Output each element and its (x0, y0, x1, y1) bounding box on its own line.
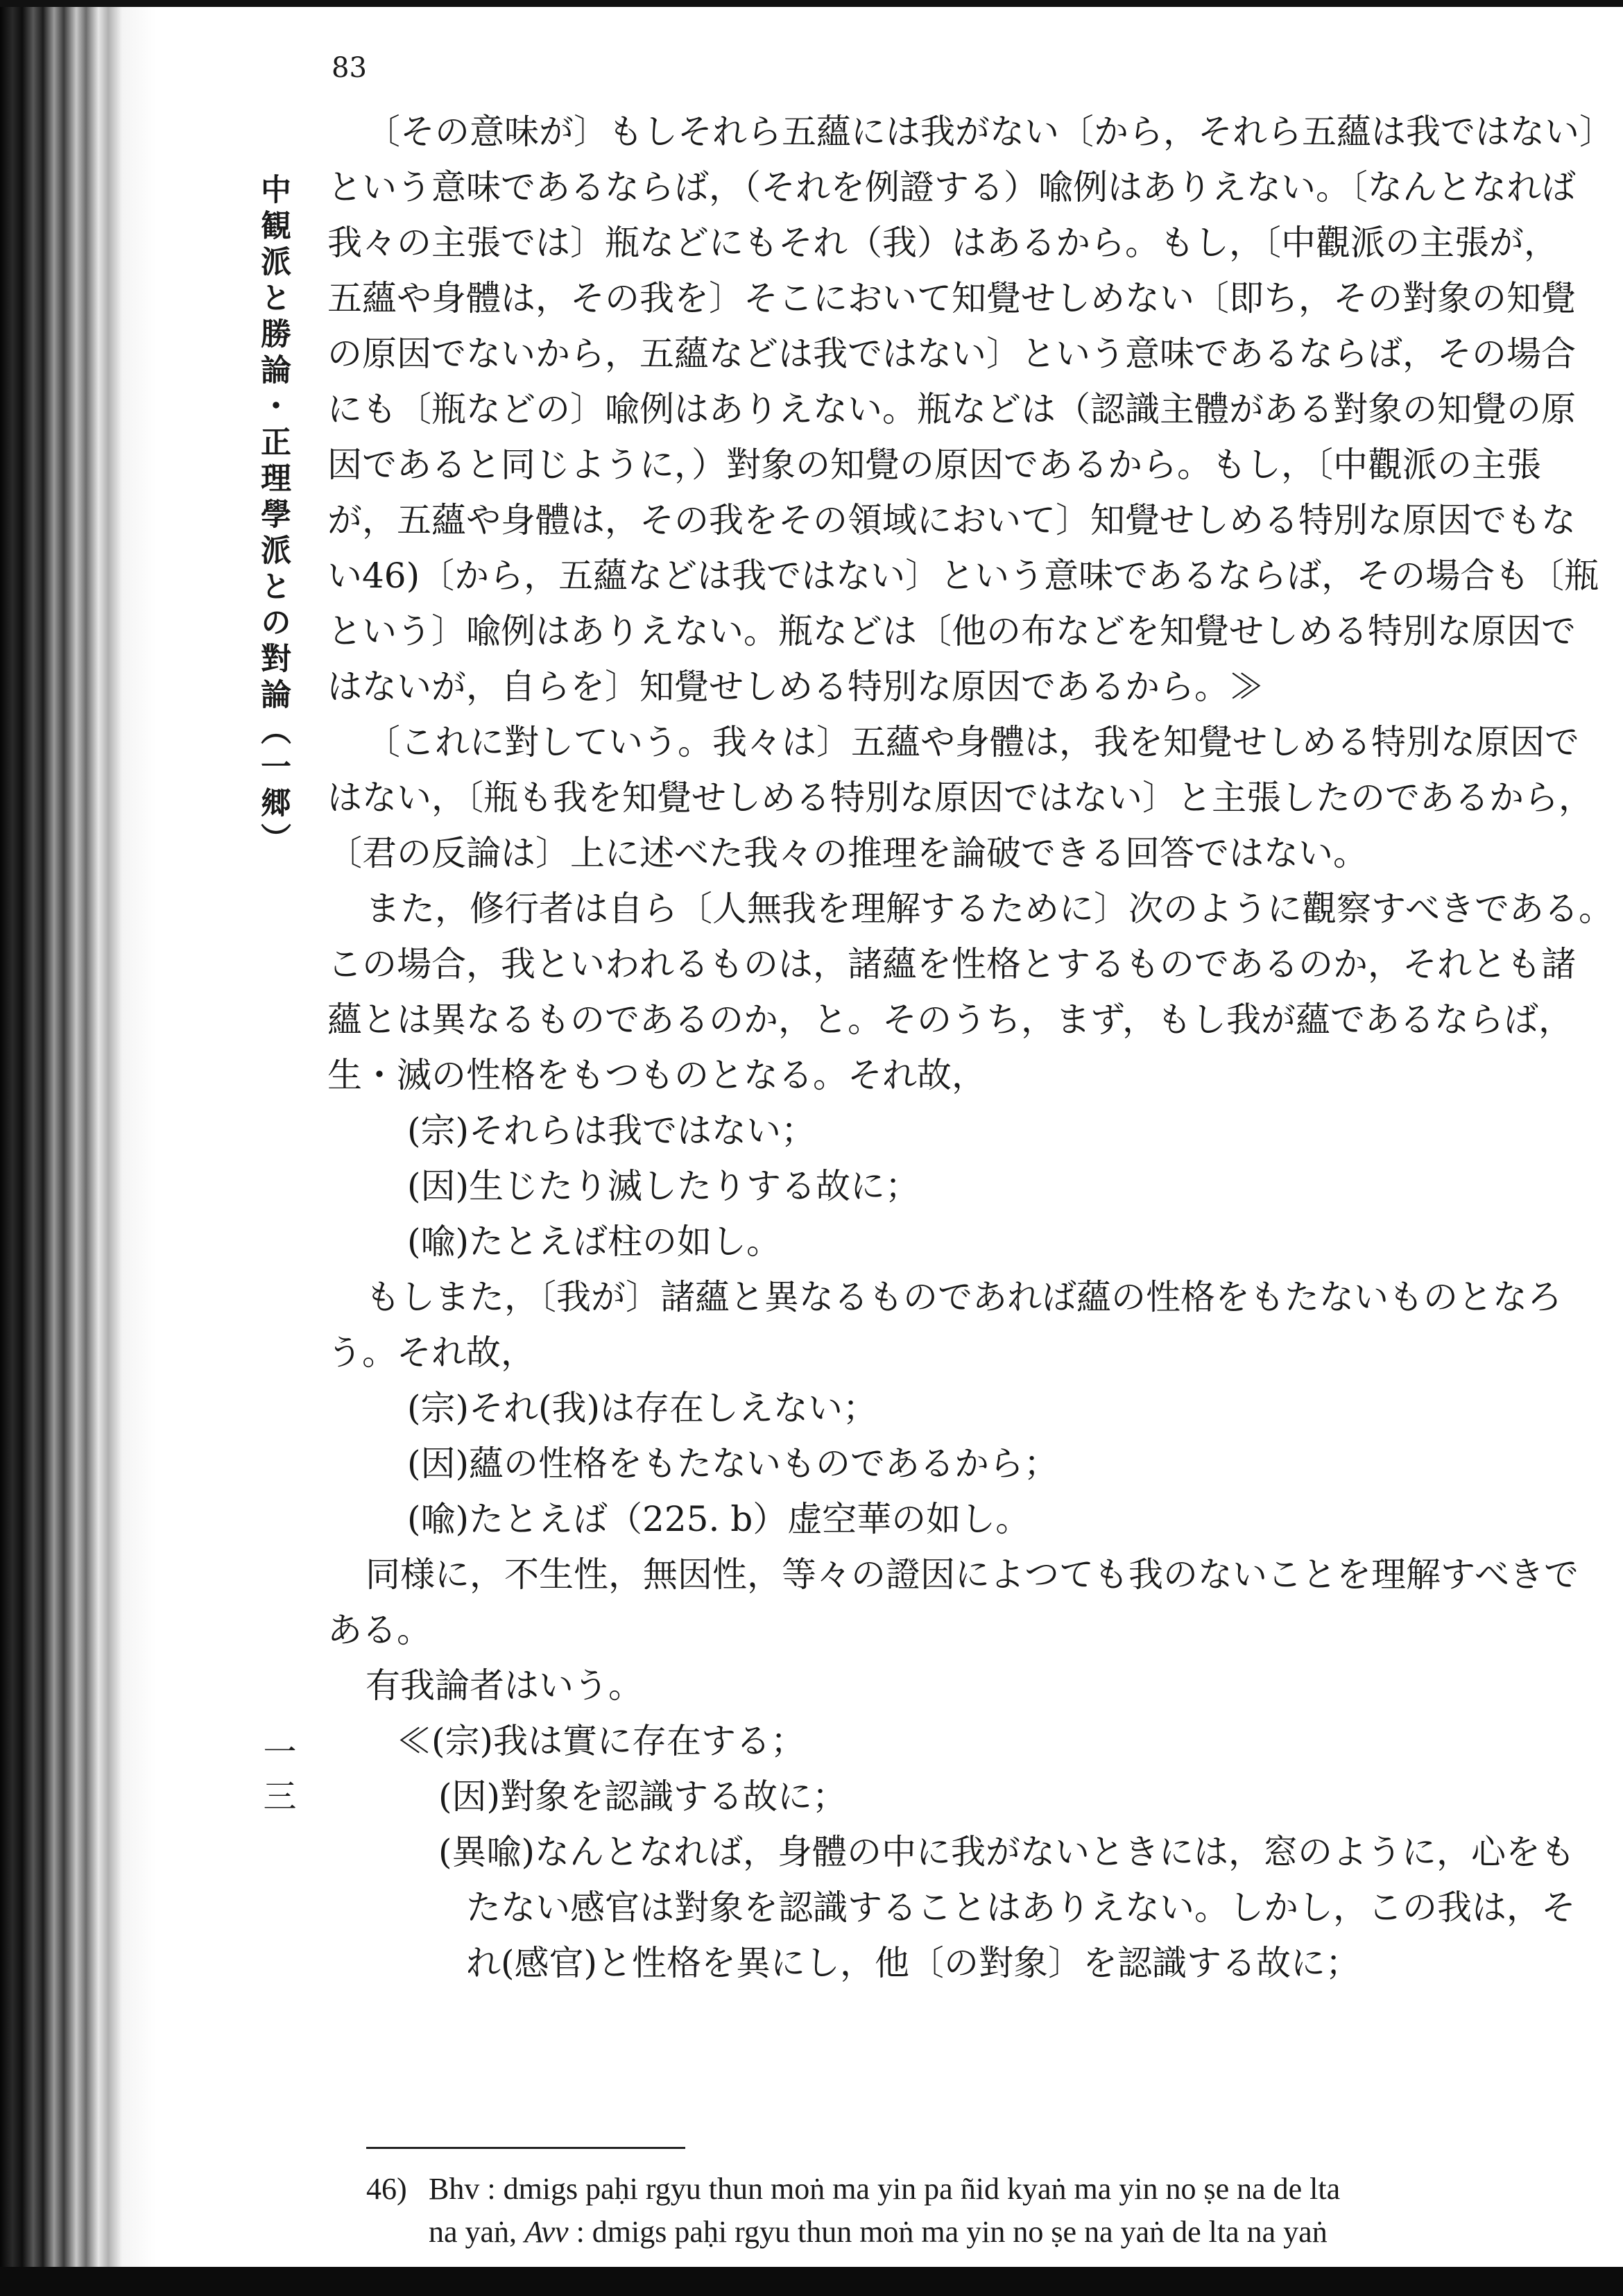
top-scan-edge (0, 0, 1623, 7)
text-line: にも〔瓶などの〕喩例はありえない。瓶などは（認識主體がある對象の知覺の原 (327, 389, 1576, 429)
text-line: 同様に，不生性，無因性，等々の證因によつても我のないことを理解すべきで (366, 1554, 1579, 1595)
text-line: (異喩)なんとなれば，身體の中に我がないときには，窓のように，心をも (438, 1832, 1576, 1872)
text-line: 〔その意味が〕もしそれら五蘊には我がない〔から，それら五蘊は我ではない〕 (366, 112, 1614, 152)
text-line: また，修行者は自ら〔人無我を理解するために〕次のように觀察すべきである。 (366, 889, 1613, 929)
text-line: たない感官は對象を認識することはありえない。しかし，この我は，そ (466, 1887, 1576, 1928)
footnote-rule (366, 2147, 685, 2149)
text-line: 〔君の反論は〕上に述べた我々の推理を論破できる回答ではない。 (327, 833, 1368, 873)
footnote-line (366, 2211, 1608, 2254)
text-line: ある。 (327, 1610, 431, 1650)
text-line: (因)對象を認識する故に； (438, 1776, 848, 1817)
text-line: という意味であるならば，（それを例證する）喩例はありえない。〔なんとなれば (327, 167, 1576, 207)
text-line: 〔これに對していう。我々は〕五蘊や身體は，我を知覺せしめる特別な原因で (366, 722, 1579, 762)
text-line: (因)生じたり滅したりする故に； (407, 1166, 920, 1206)
text-line: れ(感官)と性格を異にし，他〔の對象〕を認識する故に； (466, 1943, 1361, 1983)
text-line: (宗)それらは我ではない； (407, 1111, 816, 1151)
text-line: はないが，自らを〕知覺せしめる特別な原因であるから。≫ (327, 667, 1264, 707)
text-line: 因であると同じように，）對象の知覺の原因であるから。もし，〔中觀派の主張 (327, 445, 1541, 485)
text-line: もしまた，〔我が〕諸蘊と異なるものであれば蘊の性格をもたないものとなろ (366, 1277, 1562, 1317)
text-line: この場合，我といわれるものは，諸蘊を性格とするものであるのか，それとも諸 (327, 944, 1576, 984)
text-line: 我々の主張では〕瓶などにもそれ（我）はあるから。もし，〔中觀派の主張が， (327, 223, 1558, 263)
footnote-text: : dmigs paḥi rgyu thun moṅ ma yin no ṣe na yaṅ de lta na yaṅ (568, 2215, 1328, 2249)
bottom-scan-edge (0, 2267, 1623, 2296)
text-line: い46)〔から，五蘊などは我ではない〕という意味であるならば，その場合も〔瓶 (327, 556, 1599, 596)
footnote-number: 46) (366, 2172, 407, 2206)
text-line: という〕喩例はありえない。瓶などは〔他の布などを知覺せしめる特別な原因で (327, 611, 1576, 651)
footnote (366, 2168, 1608, 2254)
text-line: (喩)たとえば柱の如し。 (407, 1222, 782, 1262)
footnote-source: Avv (524, 2215, 569, 2249)
text-line: う。それ故， (327, 1333, 535, 1373)
footnote-line (366, 2168, 1608, 2211)
book-binding-shadow (0, 7, 156, 2267)
text-line: 生・滅の性格をもつものとなる。それ故， (327, 1055, 986, 1095)
text-line: (因)蘊の性格をもたないものであるから； (407, 1443, 1059, 1484)
body-text (327, 104, 1614, 1991)
footnote-text: Bhv : dmigs paḥi rgyu thun moṅ ma yin pa ñid kyaṅ ma yin no ṣe na de lta (429, 2172, 1341, 2206)
text-line: ≪(宗)我は實に存在する； (397, 1721, 806, 1761)
text-line: の原因でないから，五蘊などは我ではない〕という意味であるならば，その場合 (327, 334, 1576, 374)
page-number: 83 (332, 52, 367, 84)
text-line: 有我論者はいう。 (366, 1665, 643, 1706)
side-numeral: 一三 (257, 1734, 296, 1823)
text-line: 五蘊や身體は，その我を〕そこにおいて知覺せしめない〔即ち，その對象の知覺 (327, 278, 1576, 318)
footnote-text: na yaṅ, (429, 2215, 525, 2249)
text-line: が，五蘊や身體は，その我をその領域において〕知覺せしめる特別な原因でもな (327, 500, 1576, 540)
running-header: 中観派と勝論・正理學派との對論（一郷） (255, 173, 291, 859)
text-line: はない，〔瓶も我を知覺せしめる特別な原因ではない〕と主張したのであるから， (327, 778, 1593, 818)
text-line: 蘊とは異なるものであるのか，と。そのうち，まず，もし我が蘊であるならば， (327, 1000, 1573, 1040)
text-line: (喩)たとえば（225. b）虚空華の如し。 (407, 1499, 1031, 1539)
text-line: (宗)それ(我)は存在しえない； (407, 1388, 878, 1428)
